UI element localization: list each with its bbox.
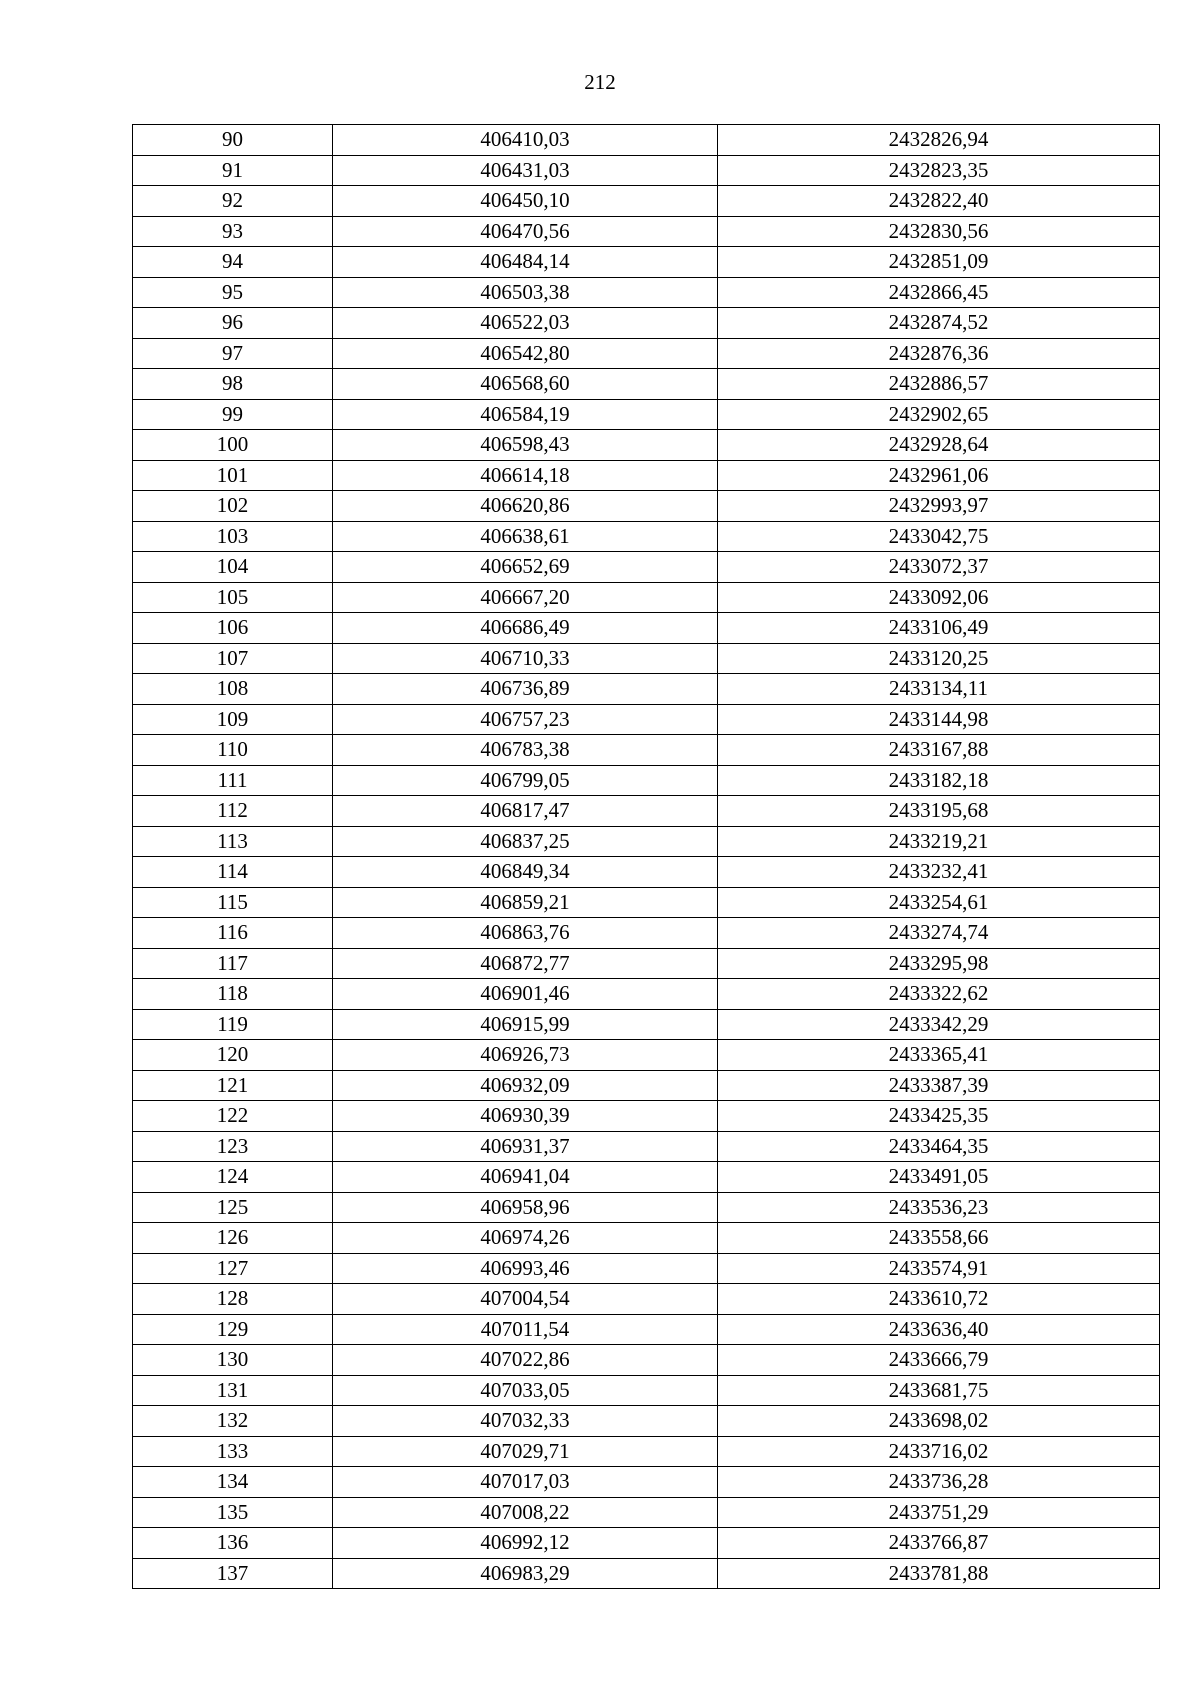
table-row <box>133 1101 1160 1132</box>
table-row <box>133 948 1160 979</box>
table-row <box>133 1345 1160 1376</box>
x-coordinate-cell: 407011,54 <box>333 1314 718 1345</box>
x-coordinate-cell: 406974,26 <box>333 1223 718 1254</box>
table-row <box>133 1314 1160 1345</box>
y-coordinate-cell: 2433766,87 <box>718 1528 1160 1559</box>
table-row <box>133 826 1160 857</box>
table-row <box>133 521 1160 552</box>
table-row <box>133 643 1160 674</box>
point-number-cell: 103 <box>133 521 333 552</box>
y-coordinate-cell: 2432823,35 <box>718 155 1160 186</box>
point-number-cell: 118 <box>133 979 333 1010</box>
x-coordinate-cell: 406522,03 <box>333 308 718 339</box>
y-coordinate-cell: 2433698,02 <box>718 1406 1160 1437</box>
y-coordinate-cell: 2432822,40 <box>718 186 1160 217</box>
point-number-cell: 95 <box>133 277 333 308</box>
y-coordinate-cell: 2432961,06 <box>718 460 1160 491</box>
table-row <box>133 1406 1160 1437</box>
point-number-cell: 96 <box>133 308 333 339</box>
table-row <box>133 1467 1160 1498</box>
x-coordinate-cell: 406863,76 <box>333 918 718 949</box>
y-coordinate-cell: 2433144,98 <box>718 704 1160 735</box>
table-row <box>133 1528 1160 1559</box>
y-coordinate-cell: 2433106,49 <box>718 613 1160 644</box>
y-coordinate-cell: 2433365,41 <box>718 1040 1160 1071</box>
point-number-cell: 133 <box>133 1436 333 1467</box>
table-row <box>133 1375 1160 1406</box>
table-row <box>133 125 1160 156</box>
table-row <box>133 1253 1160 1284</box>
y-coordinate-cell: 2433195,68 <box>718 796 1160 827</box>
x-coordinate-cell: 406710,33 <box>333 643 718 674</box>
y-coordinate-cell: 2432830,56 <box>718 216 1160 247</box>
x-coordinate-cell: 406503,38 <box>333 277 718 308</box>
table-row <box>133 460 1160 491</box>
x-coordinate-cell: 406736,89 <box>333 674 718 705</box>
point-number-cell: 114 <box>133 857 333 888</box>
x-coordinate-cell: 406470,56 <box>333 216 718 247</box>
point-number-cell: 121 <box>133 1070 333 1101</box>
x-coordinate-cell: 407017,03 <box>333 1467 718 1498</box>
y-coordinate-cell: 2433182,18 <box>718 765 1160 796</box>
table-row <box>133 1223 1160 1254</box>
point-number-cell: 132 <box>133 1406 333 1437</box>
x-coordinate-cell: 406901,46 <box>333 979 718 1010</box>
x-coordinate-cell: 406859,21 <box>333 887 718 918</box>
y-coordinate-cell: 2433072,37 <box>718 552 1160 583</box>
y-coordinate-cell: 2433092,06 <box>718 582 1160 613</box>
point-number-cell: 131 <box>133 1375 333 1406</box>
y-coordinate-cell: 2433610,72 <box>718 1284 1160 1315</box>
table-row <box>133 674 1160 705</box>
x-coordinate-cell: 406992,12 <box>333 1528 718 1559</box>
y-coordinate-cell: 2432866,45 <box>718 277 1160 308</box>
table-row <box>133 491 1160 522</box>
point-number-cell: 99 <box>133 399 333 430</box>
point-number-cell: 108 <box>133 674 333 705</box>
x-coordinate-cell: 406849,34 <box>333 857 718 888</box>
table-row <box>133 735 1160 766</box>
x-coordinate-cell: 407008,22 <box>333 1497 718 1528</box>
table-row <box>133 1162 1160 1193</box>
point-number-cell: 111 <box>133 765 333 796</box>
table-row <box>133 552 1160 583</box>
table-row <box>133 582 1160 613</box>
point-number-cell: 134 <box>133 1467 333 1498</box>
y-coordinate-cell: 2433666,79 <box>718 1345 1160 1376</box>
x-coordinate-cell: 406584,19 <box>333 399 718 430</box>
table-row <box>133 1070 1160 1101</box>
x-coordinate-cell: 406638,61 <box>333 521 718 552</box>
table-row <box>133 857 1160 888</box>
y-coordinate-cell: 2432902,65 <box>718 399 1160 430</box>
y-coordinate-cell: 2433167,88 <box>718 735 1160 766</box>
point-number-cell: 120 <box>133 1040 333 1071</box>
table-row <box>133 155 1160 186</box>
table-row <box>133 186 1160 217</box>
x-coordinate-cell: 407022,86 <box>333 1345 718 1376</box>
y-coordinate-cell: 2433134,11 <box>718 674 1160 705</box>
x-coordinate-cell: 406484,14 <box>333 247 718 278</box>
point-number-cell: 119 <box>133 1009 333 1040</box>
x-coordinate-cell: 406620,86 <box>333 491 718 522</box>
x-coordinate-cell: 406799,05 <box>333 765 718 796</box>
y-coordinate-cell: 2433042,75 <box>718 521 1160 552</box>
x-coordinate-cell: 406837,25 <box>333 826 718 857</box>
table-row <box>133 796 1160 827</box>
y-coordinate-cell: 2433342,29 <box>718 1009 1160 1040</box>
coordinates-table-body <box>133 125 1160 1589</box>
table-row <box>133 704 1160 735</box>
x-coordinate-cell: 406930,39 <box>333 1101 718 1132</box>
x-coordinate-cell: 406450,10 <box>333 186 718 217</box>
x-coordinate-cell: 406568,60 <box>333 369 718 400</box>
point-number-cell: 123 <box>133 1131 333 1162</box>
x-coordinate-cell: 406958,96 <box>333 1192 718 1223</box>
point-number-cell: 113 <box>133 826 333 857</box>
x-coordinate-cell: 406652,69 <box>333 552 718 583</box>
x-coordinate-cell: 406941,04 <box>333 1162 718 1193</box>
y-coordinate-cell: 2433636,40 <box>718 1314 1160 1345</box>
table-row <box>133 1497 1160 1528</box>
x-coordinate-cell: 406757,23 <box>333 704 718 735</box>
y-coordinate-cell: 2433781,88 <box>718 1558 1160 1589</box>
y-coordinate-cell: 2432876,36 <box>718 338 1160 369</box>
x-coordinate-cell: 406932,09 <box>333 1070 718 1101</box>
table-row <box>133 247 1160 278</box>
y-coordinate-cell: 2433536,23 <box>718 1192 1160 1223</box>
point-number-cell: 126 <box>133 1223 333 1254</box>
point-number-cell: 128 <box>133 1284 333 1315</box>
point-number-cell: 137 <box>133 1558 333 1589</box>
table-row <box>133 887 1160 918</box>
point-number-cell: 117 <box>133 948 333 979</box>
coordinates-table <box>132 124 1160 1589</box>
x-coordinate-cell: 406614,18 <box>333 460 718 491</box>
point-number-cell: 107 <box>133 643 333 674</box>
point-number-cell: 130 <box>133 1345 333 1376</box>
point-number-cell: 93 <box>133 216 333 247</box>
x-coordinate-cell: 406993,46 <box>333 1253 718 1284</box>
y-coordinate-cell: 2433716,02 <box>718 1436 1160 1467</box>
x-coordinate-cell: 406931,37 <box>333 1131 718 1162</box>
x-coordinate-cell: 406542,80 <box>333 338 718 369</box>
point-number-cell: 115 <box>133 887 333 918</box>
x-coordinate-cell: 406872,77 <box>333 948 718 979</box>
x-coordinate-cell: 406783,38 <box>333 735 718 766</box>
table-row <box>133 399 1160 430</box>
point-number-cell: 116 <box>133 918 333 949</box>
y-coordinate-cell: 2432826,94 <box>718 125 1160 156</box>
table-row <box>133 613 1160 644</box>
y-coordinate-cell: 2433295,98 <box>718 948 1160 979</box>
table-row <box>133 369 1160 400</box>
x-coordinate-cell: 406915,99 <box>333 1009 718 1040</box>
point-number-cell: 91 <box>133 155 333 186</box>
table-row <box>133 277 1160 308</box>
y-coordinate-cell: 2432874,52 <box>718 308 1160 339</box>
table-row <box>133 1131 1160 1162</box>
point-number-cell: 124 <box>133 1162 333 1193</box>
table-row <box>133 1436 1160 1467</box>
point-number-cell: 102 <box>133 491 333 522</box>
y-coordinate-cell: 2433322,62 <box>718 979 1160 1010</box>
table-row <box>133 1192 1160 1223</box>
table-row <box>133 1558 1160 1589</box>
point-number-cell: 122 <box>133 1101 333 1132</box>
point-number-cell: 125 <box>133 1192 333 1223</box>
y-coordinate-cell: 2433387,39 <box>718 1070 1160 1101</box>
x-coordinate-cell: 406686,49 <box>333 613 718 644</box>
point-number-cell: 94 <box>133 247 333 278</box>
table-row <box>133 1009 1160 1040</box>
point-number-cell: 127 <box>133 1253 333 1284</box>
x-coordinate-cell: 406667,20 <box>333 582 718 613</box>
table-row <box>133 1040 1160 1071</box>
point-number-cell: 112 <box>133 796 333 827</box>
point-number-cell: 129 <box>133 1314 333 1345</box>
point-number-cell: 110 <box>133 735 333 766</box>
point-number-cell: 100 <box>133 430 333 461</box>
point-number-cell: 101 <box>133 460 333 491</box>
y-coordinate-cell: 2433120,25 <box>718 643 1160 674</box>
x-coordinate-cell: 406431,03 <box>333 155 718 186</box>
point-number-cell: 104 <box>133 552 333 583</box>
x-coordinate-cell: 407033,05 <box>333 1375 718 1406</box>
point-number-cell: 136 <box>133 1528 333 1559</box>
point-number-cell: 98 <box>133 369 333 400</box>
y-coordinate-cell: 2433574,91 <box>718 1253 1160 1284</box>
point-number-cell: 105 <box>133 582 333 613</box>
y-coordinate-cell: 2432886,57 <box>718 369 1160 400</box>
table-row <box>133 918 1160 949</box>
y-coordinate-cell: 2433751,29 <box>718 1497 1160 1528</box>
table-row <box>133 308 1160 339</box>
table-row <box>133 430 1160 461</box>
y-coordinate-cell: 2432993,97 <box>718 491 1160 522</box>
table-row <box>133 338 1160 369</box>
point-number-cell: 97 <box>133 338 333 369</box>
x-coordinate-cell: 407004,54 <box>333 1284 718 1315</box>
y-coordinate-cell: 2433558,66 <box>718 1223 1160 1254</box>
point-number-cell: 135 <box>133 1497 333 1528</box>
x-coordinate-cell: 406410,03 <box>333 125 718 156</box>
x-coordinate-cell: 406817,47 <box>333 796 718 827</box>
y-coordinate-cell: 2433232,41 <box>718 857 1160 888</box>
x-coordinate-cell: 406926,73 <box>333 1040 718 1071</box>
table-row <box>133 979 1160 1010</box>
y-coordinate-cell: 2433219,21 <box>718 826 1160 857</box>
table-row <box>133 216 1160 247</box>
x-coordinate-cell: 407029,71 <box>333 1436 718 1467</box>
point-number-cell: 106 <box>133 613 333 644</box>
y-coordinate-cell: 2433425,35 <box>718 1101 1160 1132</box>
x-coordinate-cell: 407032,33 <box>333 1406 718 1437</box>
point-number-cell: 92 <box>133 186 333 217</box>
table-row <box>133 1284 1160 1315</box>
y-coordinate-cell: 2433681,75 <box>718 1375 1160 1406</box>
y-coordinate-cell: 2433464,35 <box>718 1131 1160 1162</box>
y-coordinate-cell: 2432928,64 <box>718 430 1160 461</box>
y-coordinate-cell: 2433736,28 <box>718 1467 1160 1498</box>
y-coordinate-cell: 2432851,09 <box>718 247 1160 278</box>
point-number-cell: 90 <box>133 125 333 156</box>
y-coordinate-cell: 2433254,61 <box>718 887 1160 918</box>
x-coordinate-cell: 406983,29 <box>333 1558 718 1589</box>
x-coordinate-cell: 406598,43 <box>333 430 718 461</box>
table-row <box>133 765 1160 796</box>
point-number-cell: 109 <box>133 704 333 735</box>
page-number: 212 <box>584 70 616 94</box>
y-coordinate-cell: 2433491,05 <box>718 1162 1160 1193</box>
y-coordinate-cell: 2433274,74 <box>718 918 1160 949</box>
